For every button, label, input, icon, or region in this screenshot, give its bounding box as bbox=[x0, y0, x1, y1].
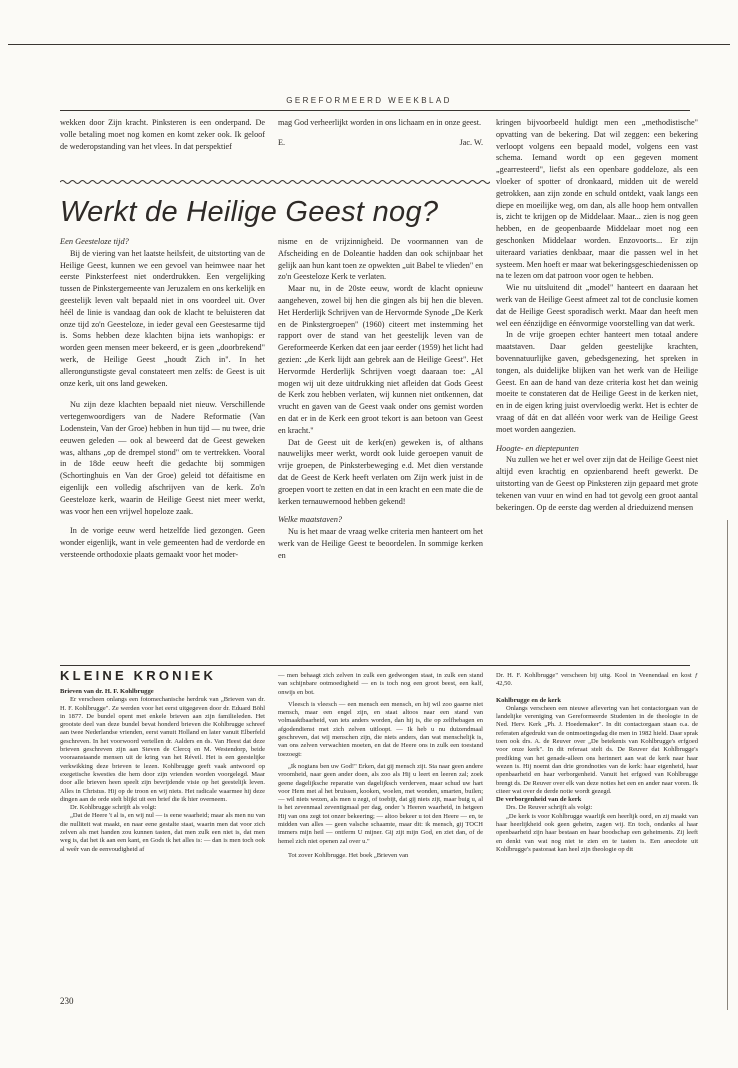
kroniek-rule bbox=[60, 665, 690, 666]
paragraph: Nu zijn deze klachten bepaald niet nieuw. Verschillende vertegenwoordigers van de Nadere Reformatie (Van Lodenstein, Van der Groe) hebben in hun tijd — nu twee, drie eeuwen geleden — ook al beweerd dat de Geest geweken was, althans „op de drempel stond" om te vertrekken. Vooral in de 18de eeuw heeft die gedachte bij sommigen (Schortinghuis en Van der Groe) geleid tot défaitisme en eigenlijk een volledig afschrijven van de kerk. Zo'n Geesteloze kerk, waarin de Heilige Geest niet meer werkt, was voor hen een vrijwel hopeloze zaak. bbox=[60, 400, 265, 516]
paragraph: Maar nu, in de 20ste eeuw, wordt de klacht opnieuw aangeheven, zowel bij hen die gingen als bij hen die bleven. Het Herderlijk Schrijven van de Hervormde Synode „De Kerk en de Pinkstergroepen" (1960) citeert met instemming het rapport over de stand van het geestelijk leven van de Gereformeerde Kerken dat een jaar eerder (1959) het licht had gezien: „de Kerk lijdt aan gebrek aan de Heilige Geest". Het Hervormde Herderlijk Schrijven voegt daaraan toe: „Al mogen wij uit deze uitdrukking niet afleiden dat Gods Geest de Kerk zou hebben verlaten, wij kunnen niet ontkennen, dat vrucht en gaven van de Geest vaak onder ons gemist worden en dat er in de Kerk een groot tekort is aan betoon van Geest en kracht." bbox=[278, 284, 483, 435]
article-col1 bbox=[60, 236, 265, 561]
signature-right: Jac. W. bbox=[459, 137, 483, 147]
prev-article-col1 bbox=[60, 117, 265, 152]
kroniek-subheading-kohlbrugge-kerk: Kohlbrugge en de kerk bbox=[496, 696, 562, 704]
paragraph: Dat de Geest uit de kerk(en) geweken is, of althans nauwelijks meer werkt, wordt ook luide geroepen vanuit de vrije groepen, de Pinksterbeweging e.d. Met dien verstande dat de Geest de Kerk heeft verlaten om Zijn werk juist in de groepen voort te zetten en dat in een kracht en een mate die de kerken ternauwernood hebben gekend! bbox=[278, 437, 483, 506]
paragraph: „Dat de Heere 't al is, en wij nul — is eene waarheid; maar als men nu van die nulliteit wat maakt, en naar eene gestalte staat, waarin men dat voor zich zelven als met handen zou kunnen tasten, dat men zulk een niet is, dat men weg is, dat het ik aan een kant, en Gods ik het alles is: — dan is men toch ook al weêr van de eenvoudigheid af bbox=[60, 812, 265, 853]
paragraph: Vleesch is vleesch — een mensch een mensch, en hij wil zoo gaarne niet mensch, maar een engel zijn, en staat altoos naar een stand van volmaaktbaarheid, van iets anders worden, dan hij is, die op zelfhebagen en afgodendienst met zich zelven uitloopt. — Ik heb u nu duizendmaal geschreven, dat wij menschen zijn, die niets anders, dan wat menschelijk is, van ons zelven verwachten moeten, en dat de Heere ons in zulk een toestand toezoegt: bbox=[278, 700, 483, 758]
subheading-welke-maatstaven: Welke maatstaven? bbox=[278, 515, 343, 525]
paragraph: Wie nu uitsluitend dit „model" hanteert en daaraan het werk van de Heilige Geest afmeet zal tot de conclusie komen dat de Heilige Geest sporadisch werkt. Maar dan heeft men wel een éénzijdige en éénvormige voorstelling van dat werk. bbox=[496, 283, 698, 328]
prev-article-text-2: mag God verheerlijkt worden in ons lichaam en in onze geest. bbox=[278, 118, 482, 127]
kroniek-heading: KLEINE KRONIEK bbox=[60, 668, 217, 683]
paragraph: Nu is het maar de vraag welke criteria men hanteert om het werk van de Heilige Geest te beoordelen. In sommige kerken en bbox=[278, 527, 483, 560]
right-edge-line bbox=[727, 520, 728, 1010]
paragraph: In de vrije groepen echter hanteert men totaal andere maatstaven. Daar gelden geestelijke krachten, bovennatuurlijke gaven, gebedsgenezing, het spreken in tongen, als duidelijke blijken van het werk van de Heilige Geest. En aan de hand van deze criteria kost het dan weinig moeite te constateren dat de Heilige Geest in de kerken niet, en in de eigen kring juist overvloedig werkt. Het is echter de vraag of dát en dat alléén voor werk van de Heilige Geest moet worden aangezien. bbox=[496, 330, 698, 434]
paragraph: — men behaagt zich zelven in zulk een gedwongen staat, in zulk een stand van schijnbare ootmoedigheid — en is toch nog een groot beest, een kalf, onwijs en bot. bbox=[278, 672, 483, 696]
kroniek-subheading-brieven: Brieven van dr. H. F. Kohlbrugge bbox=[60, 688, 154, 695]
header-rule bbox=[60, 110, 690, 111]
article-col3 bbox=[496, 117, 698, 513]
kroniek-subheading-verborgenheid: De verborgenheid van de kerk bbox=[496, 796, 582, 804]
paragraph: Nu zullen we het er wel over zijn dat de Heilige Geest niet altijd even krachtig en opzienbarend heeft gewerkt. De uitstorting van de Geest op Pinksteren zijn gepaard met grote tekenen van vuur en wind en had tot gevolg een groot aantal bekeringen. Op de eerste dag werden al drieduizend mensen bbox=[496, 455, 698, 512]
kroniek-col1 bbox=[60, 688, 265, 854]
paragraph: „Ik nogtans ben uw God!" Erken, dat gij mensch zijt. Sta naar geen andere vroomheid, naar geen ander doen, als zoo als Hij u leert en leeren zal; zoek geene dagelijksche reparatie van dagelijksch verderven, maar schud uw hart voor Hem met al het bruissen, kooken, woelen, met wonden, smarten, builen; — wil niets wezen, als men u zegt, of toebijt, dat gij niets zijt, maar buig u, al is het zevenmaal zeventigmaal per dag, onder 's Heeren waarheid, in hetgeen Hij van ons zegt tot onzer bekeering; — altoo bekeer u tot den Heere — en, te midden van alles — geen valsche schaamte, maar dit: ik mensch, gij TOCH immers mijn heil — ontferm U mijner. Gij zijt mijn God, en ziet dan, of de hemel zich niet openen zal over u." bbox=[278, 762, 483, 845]
top-border-line bbox=[8, 44, 730, 45]
article-col2 bbox=[278, 236, 483, 562]
paragraph: Er verscheen onlangs een fotomechanische herdruk van „Brieven van dr. H. F. Kohlbrugge". Ze werden voor het eerst uitgegeven door dr. Eduard Böhl in 1877. De bundel opent met enkele brieven aan zijn familieleden. Het grootste deel van deze bundel bevat honderd brieven die Kohlbrugge schreef aan twee Nederlandse vrienden, eerst vanuit Holland en later vanuit Elberfeld geschreven. In het voorwoord vertellen dr. Aalders en ds. Van Heest dat deze brieven geschreven zijn aan Steven de Clercq en M. Westendorp, beide vooraanstaande mensen uit de kring van het Réveil. Het is een geestelijke verkwikking deze brieven te lezen. Kohlbrugge geeft vaak antwoord op exegetische kwesties die hem door zijn vrienden worden voorgelegd. Maar door alle brieven heen speelt zijn bevrijdende visie op het geestelijk leven. Alles in Christus. Hij op de troon en wij niets. Het radicale waarmee hij deze dingen aan de orde stelt blijkt uit een brief die ik hier overneem. bbox=[60, 696, 265, 803]
running-header: GEREFORMEERD WEEKBLAD bbox=[286, 96, 452, 105]
paragraph: nisme en de vrijzinnigheid. De voormannen van de Afscheiding en de Doleantie hadden dan ook schijnbaar het gelijk aan hun kant toen ze opwekten „uit Babel te vlieden" en zo'n Geesteloze Kerk te verlaten. bbox=[278, 237, 483, 282]
prev-article-col2 bbox=[278, 117, 483, 149]
paragraph: kringen bijvoorbeeld huldigt men een „methodistische" opvatting van de bekering. Dat wil zeggen: een bekering verloopt volgens een bepaald model, volgens een vast schema. Iemand wordt op een gegeven moment „gearresteerd", liefst als een openbare goddeloze, als een vloeker of spotter of dronkaard, midden uit de wereld getrokken, aan zijn zonde en schuld ontdekt, vaak langs een diepe en moeilijke weg, om dan, als alle hoop hem ontvallen is, zicht te krijgen op de Middelaar. Maar... zien is nog geen hebben, en de geopenbaarde Middelaar moet nog een geschonken Middelaar worden. Enzovoorts... Er zijn uiteraard variaties denkbaar, maar die passen wel in het systeem. Men hoeft er maar wat bekeringsgeschiedenissen op na te lezen om dat patroon voor ogen te hebben. bbox=[496, 118, 698, 281]
subheading-hoogte-dieptepunten: Hoogte- en dieptepunten bbox=[496, 443, 579, 453]
page-number: 230 bbox=[60, 996, 74, 1006]
paragraph: Dr. Kohlbrugge schrijft als volgt: bbox=[70, 804, 157, 812]
paragraph: Onlangs verscheen een nieuwe aflevering van het contactorgaan van de landelijke vereniging van Gereformeerde Studenten in de theologie in de Ned. Herv. Kerk „Ph. J. Hoedemaker". In dit contactorgaan staan o.a. de referaten afgedrukt van de ontmoetingsdag die men in 1982 hield. Daar sprak toen ook drs. A. de Reuver over „De betekenis van Kohlbrugge's erfgoed voor onze kerk". In dit referaat stelt ds. De Reuver dat Kohlbrugge's prediking van het genade-alleen ons herinnert aan wat de kerk naar haar wezen is. Hij noemt dan drie grondnoties van de kerk: haar eigenheid, haar openbaarheid en haar verborgenheid. Vanuit het erfgoed van Kohlbrugge brengt ds. De Reuver over elk van deze noties het een en ander naar voren. Ik citeer wat over de derde notie wordt gezegd. bbox=[496, 704, 698, 795]
paragraph: Bij de viering van het laatste heilsfeit, de uitstorting van de Heilige Geest, kunnen we een gevoel van heimwee naar het eerste Pinksterfeest niet onderdrukken. Een vergelijking tussen de Pinkstergemeente van Jeruzalem en ons kerkelijk en geestelijk leven valt bepaald niet in ons voordeel uit. Over héél de linie is vandaag dan ook de klacht te beluisteren dat onze tijd zo'n Geesteloze, in ieder geval een Geestesarme tijd is. Soms hebben deze klachten bijna iets wanhopigs: er worden geen mensen meer bekeerd, er is geen „doorbrekend" werk, de Heilige Geest „houdt Zich in". In het allerongunstigste geval constateert men zelfs: de Geest is uit onze kerk, uit ons land geweken. bbox=[60, 248, 265, 388]
prev-article-text-1: wekken door Zijn kracht. Pinksteren is een onderpand. De volle betaling moet nog komen en komt zeker ook. Ik geloof de wederopstanding van het vlees. In dat perspektief bbox=[60, 118, 265, 151]
paragraph: In de vorige eeuw werd hetzelfde lied gezongen. Geen wonder eigenlijk, want in vele gemeenten had de verdorde en versteende orthodoxie plaats gemaakt voor het moder- bbox=[60, 526, 265, 559]
paragraph: Drs. De Reuver schrijft als volgt: bbox=[506, 804, 593, 812]
wavy-divider bbox=[60, 178, 490, 186]
kroniek-col2 bbox=[278, 672, 483, 860]
kroniek-col3 bbox=[496, 672, 698, 854]
article-title: Werkt de Heilige Geest nog? bbox=[60, 196, 439, 228]
paragraph: „De kerk is voor Kohlbrugge waarlijk een heerlijk oord, en zij maakt van haar heerlijkheid ook geen geheim, zagen wij. En toch, ondanks al haar openbaarheid zijn haar bestaan en haar boodschap een geheimenis. Zij leeft en denkt van wat nog niet te zien en te tasten is. Een anecdote uit Kohlbrugge's pastoraat kan heel zijn theologie op dit bbox=[496, 812, 698, 853]
paragraph: Dr. H. F. Kohlbrugge" verscheen bij uitg. Kool in Veenendaal en kost ƒ 42,50. bbox=[496, 672, 698, 688]
subheading-geesteloze-tijd: Een Geesteloze tijd? bbox=[60, 237, 129, 246]
signature-left: E. bbox=[278, 137, 286, 147]
paragraph: Tot zover Kohlbrugge. Het boek „Brieven van bbox=[288, 851, 409, 859]
